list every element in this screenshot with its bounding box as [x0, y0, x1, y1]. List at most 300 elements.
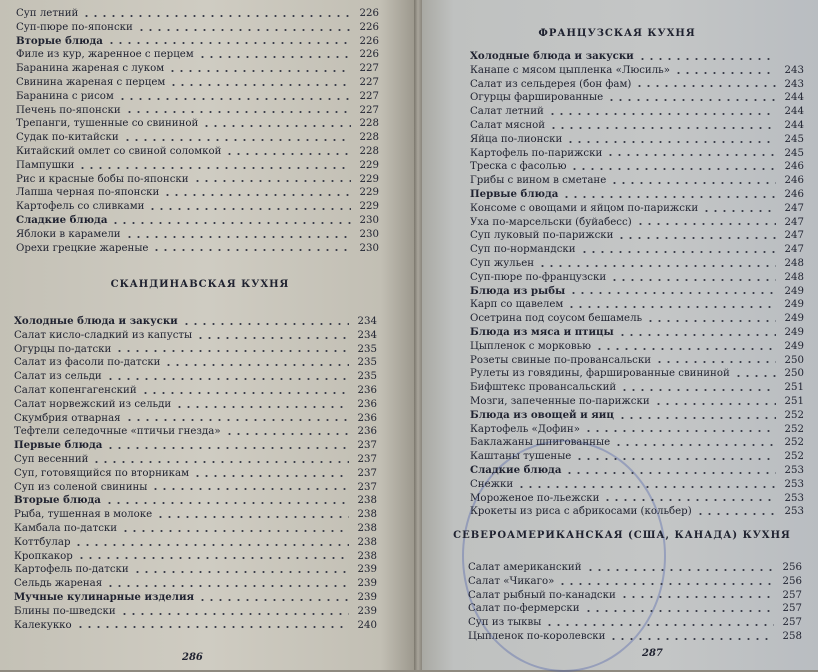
- entry-title: Первые блюда: [470, 187, 559, 200]
- dot-leader: [617, 232, 776, 240]
- entry-page: 236: [357, 412, 377, 424]
- entry-page: 253: [784, 464, 804, 476]
- entry-page: 245: [784, 147, 804, 159]
- entry-title: Суп луковый по-парижски: [470, 230, 614, 242]
- entry-title: Лапша черная по-японски: [16, 187, 160, 199]
- entry-title: Огурцы по-датски: [14, 343, 112, 355]
- dot-leader: [567, 301, 776, 309]
- dot-leader: [106, 373, 349, 381]
- entry-page: 239: [357, 578, 377, 590]
- entry-title: Каштаны тушеные: [470, 451, 572, 463]
- entry-title: Мороженое по-льежски: [470, 492, 600, 504]
- entry-page: 256: [782, 575, 802, 587]
- entry-title: Грибы с вином в сметане: [470, 175, 607, 187]
- page-number: 287: [642, 648, 663, 659]
- toc-entry-row: [470, 119, 804, 133]
- toc-entry-row: [16, 145, 379, 159]
- entry-page: 253: [784, 506, 804, 518]
- entry-page: 251: [784, 395, 804, 407]
- dot-leader: [225, 428, 349, 436]
- toc-entry-row: [16, 7, 379, 21]
- entry-title: Яблоки в карамели: [16, 228, 121, 240]
- entry-page: 230: [359, 214, 379, 226]
- entry-page: 226: [359, 35, 379, 47]
- dot-leader: [570, 163, 776, 171]
- entry-page: 236: [357, 384, 377, 396]
- entry-page: 248: [784, 271, 804, 283]
- toc-entry-row: [470, 174, 804, 188]
- toc-entry-row: [470, 395, 804, 409]
- toc-entry-row: [16, 117, 379, 131]
- entry-title: Коттбулар: [14, 536, 71, 548]
- section-heading: СКАНДИНАВСКАЯ КУХНЯ: [110, 279, 290, 290]
- dot-leader: [584, 605, 774, 613]
- entry-page: 249: [784, 326, 804, 338]
- entry-title: Салат «Чикаго»: [468, 575, 555, 587]
- toc-entry-row: [470, 257, 804, 271]
- entry-page: 248: [784, 257, 804, 269]
- toc-entry-row: [14, 619, 377, 633]
- dot-leader: [654, 398, 776, 406]
- toc-entry-row: [16, 186, 379, 200]
- toc-entry-row: [16, 62, 379, 76]
- entry-title: Суп весенний: [14, 453, 89, 465]
- entry-page: 238: [357, 495, 377, 507]
- toc-entry-row: [470, 133, 804, 147]
- entry-page: 246: [784, 188, 804, 200]
- entry-page: 238: [357, 509, 377, 521]
- toc-entry-row: [16, 21, 379, 35]
- entry-title: Салат из сельдерея (бон фам): [470, 78, 632, 90]
- entry-title: Скумбрия отварная: [14, 412, 121, 424]
- entry-title: Китайский омлет со свиной соломкой: [16, 145, 222, 157]
- toc-entry-row: [14, 563, 377, 577]
- entry-page: 247: [784, 230, 804, 242]
- entry-title: Салат копенгагенский: [14, 384, 137, 396]
- dot-leader: [133, 566, 349, 574]
- entry-title: Бифштекс провансальский: [470, 382, 617, 394]
- entry-page: 229: [359, 173, 379, 185]
- dot-leader: [609, 633, 774, 641]
- dot-leader: [152, 244, 351, 252]
- toc-section-row: [470, 409, 804, 423]
- toc-entry-row: [468, 630, 802, 644]
- toc-entry-row: [14, 577, 377, 591]
- toc-entry-row: [470, 243, 804, 257]
- toc-entry-row: [470, 436, 804, 450]
- toc-entry-row: [16, 159, 379, 173]
- dot-leader: [120, 608, 349, 616]
- toc-section-row: [470, 285, 804, 299]
- toc-entry-row: [16, 242, 379, 256]
- dot-leader: [558, 578, 774, 586]
- toc-entry-row: [14, 329, 377, 343]
- entry-title: Салат рыбный по-канадски: [468, 589, 616, 601]
- dot-leader: [595, 343, 776, 351]
- dot-leader: [610, 274, 776, 282]
- entry-title: Сладкие блюда: [470, 463, 562, 476]
- entry-title: Цыпленок с морковью: [470, 340, 591, 352]
- dot-leader: [638, 53, 776, 61]
- toc-entry-row: [468, 575, 802, 589]
- toc-entry-row: [470, 367, 804, 381]
- entry-page: 250: [784, 354, 804, 366]
- toc-entry-row: [14, 343, 377, 357]
- entry-title: Уха по-марсельски (буйабесс): [470, 216, 632, 228]
- dot-leader: [635, 80, 776, 88]
- entry-title: Розеты свиные по-провансальски: [470, 354, 652, 366]
- dot-leader: [125, 414, 349, 422]
- entry-title: Первые блюда: [14, 439, 103, 452]
- entry-page: 256: [782, 562, 802, 573]
- toc-section-row: [470, 326, 804, 340]
- toc-entry-row: [470, 271, 804, 285]
- entry-page: 250: [784, 368, 804, 380]
- dot-leader: [620, 591, 774, 599]
- entry-title: Баранина с рисом: [16, 90, 114, 102]
- section-heading: СЕВЕРОАМЕРИКАНСКАЯ (США, КАНАДА) КУХНЯ: [453, 530, 791, 541]
- entry-page: 243: [784, 78, 804, 90]
- entry-page: 235: [357, 371, 377, 383]
- entry-title: Рулеты из говядины, фаршированные свининой: [470, 368, 730, 380]
- toc-entry-row: [14, 481, 377, 495]
- toc-entry-row: [470, 147, 804, 161]
- dot-leader: [225, 148, 351, 156]
- entry-title: Сельдь жареная: [14, 578, 103, 590]
- entry-title: Вторые блюда: [16, 34, 103, 47]
- entry-page: 227: [359, 63, 379, 75]
- entry-title: Холодные блюда и закуски: [470, 50, 634, 62]
- entry-page: 253: [784, 492, 804, 504]
- toc-entry-row: [470, 78, 804, 92]
- entry-title: Салат кисло-сладкий из капусты: [14, 329, 193, 341]
- dot-leader: [614, 439, 776, 447]
- entry-page: 228: [359, 132, 379, 144]
- dot-leader: [198, 594, 349, 602]
- toc-entry-row: [470, 229, 804, 243]
- entry-page: 238: [357, 536, 377, 548]
- toc-entry-row: [470, 202, 804, 216]
- toc-entry-row: [16, 90, 379, 104]
- toc-entry-row: [14, 356, 377, 370]
- toc-entry-row: [14, 453, 377, 467]
- toc-section-row: [14, 591, 377, 605]
- entry-title: Блины по-шведски: [14, 605, 116, 617]
- entry-page: 230: [359, 228, 379, 240]
- toc-entry-row: [16, 228, 379, 242]
- toc-section-row: [14, 439, 377, 453]
- toc-entry-row: [468, 589, 802, 603]
- dot-leader: [151, 483, 349, 491]
- dot-leader: [549, 122, 776, 130]
- entry-title: Баклажаны шпигованные: [470, 437, 611, 449]
- entry-title: Орехи грецкие жареные: [16, 242, 149, 254]
- toc-entry-row: [470, 492, 804, 506]
- entry-title: Суп-пюре по-французски: [470, 271, 607, 283]
- entry-page: 257: [782, 603, 802, 615]
- dot-leader: [175, 401, 349, 409]
- book-gutter: [414, 0, 422, 670]
- toc-entry-row: [14, 425, 377, 439]
- entry-title: Консоме с овощами и яйцом по-парижски: [470, 202, 699, 214]
- toc-entry-row: [470, 105, 804, 119]
- entry-page: 252: [784, 437, 804, 449]
- entry-title: Картофель по-датски: [14, 564, 129, 576]
- entry-page: 247: [784, 244, 804, 256]
- right-page: [422, 0, 818, 670]
- entry-page: 238: [357, 550, 377, 562]
- entry-page: 258: [782, 630, 802, 642]
- dot-leader: [636, 218, 776, 226]
- dot-leader: [193, 175, 351, 183]
- dot-leader: [603, 494, 776, 502]
- entry-page: 247: [784, 202, 804, 214]
- dot-leader: [76, 621, 349, 629]
- dot-leader: [610, 177, 776, 185]
- dot-leader: [92, 456, 349, 464]
- entry-page: 257: [782, 589, 802, 601]
- toc-entry-row: [470, 91, 804, 105]
- toc-section-row: [470, 50, 804, 64]
- entry-page: 227: [359, 76, 379, 88]
- entry-title: Вторые блюда: [14, 494, 101, 507]
- dot-leader: [193, 470, 349, 478]
- toc-entry-row: [14, 508, 377, 522]
- toc-entry-row: [14, 522, 377, 536]
- entry-title: Суп жульен: [470, 257, 535, 269]
- dot-leader: [618, 329, 776, 337]
- toc-entry-row: [468, 561, 802, 575]
- dot-leader: [655, 356, 776, 364]
- dot-leader: [620, 384, 776, 392]
- entry-title: Суп, готовящийся по вторникам: [14, 467, 190, 479]
- entry-title: Трепанги, тушенные со свининой: [16, 118, 199, 130]
- entry-page: 226: [359, 8, 379, 19]
- dot-leader: [74, 539, 349, 547]
- entry-title: Карп со щавелем: [470, 299, 564, 311]
- entry-title: Салат американский: [468, 562, 582, 573]
- dot-leader: [517, 481, 776, 489]
- toc-entry-row: [14, 467, 377, 481]
- entry-page: 243: [784, 64, 804, 76]
- entry-page: 239: [357, 591, 377, 603]
- entry-page: 229: [359, 159, 379, 171]
- toc-section-row: [470, 188, 804, 202]
- entry-page: 252: [784, 423, 804, 435]
- dot-leader: [196, 332, 349, 340]
- toc-list: [16, 7, 379, 255]
- entry-page: 237: [357, 453, 377, 465]
- dot-leader: [545, 619, 774, 627]
- entry-title: Блюда из рыбы: [470, 284, 566, 297]
- entry-page: 237: [357, 467, 377, 479]
- entry-title: Салат из фасоли по-датски: [14, 357, 161, 369]
- toc-entry-row: [470, 298, 804, 312]
- entry-page: 246: [784, 161, 804, 173]
- entry-title: Яйца по-лионски: [470, 133, 563, 145]
- entry-title: Крокеты из риса с абрикосами (кольбер): [470, 506, 692, 518]
- dot-leader: [168, 65, 351, 73]
- entry-title: Тефтели селедочные «птичьи гнезда»: [14, 426, 221, 438]
- entry-title: Судак по-китайски: [16, 132, 119, 144]
- entry-page: 257: [782, 617, 802, 629]
- entry-page: 239: [357, 564, 377, 576]
- entry-title: Блюда из овощей и яиц: [470, 408, 614, 421]
- toc-entry-row: [14, 370, 377, 384]
- entry-title: Свинина жареная с перцем: [16, 76, 166, 88]
- page-number: 286: [182, 652, 203, 663]
- entry-title: Суп из соленой свинины: [14, 481, 148, 493]
- entry-page: 227: [359, 90, 379, 102]
- dot-leader: [105, 497, 349, 505]
- dot-leader: [125, 106, 351, 114]
- entry-page: 236: [357, 398, 377, 410]
- dot-leader: [137, 24, 351, 32]
- dot-leader: [566, 136, 776, 144]
- entry-title: Салат по-фермерски: [468, 603, 580, 615]
- entry-title: Мозги, запеченные по-парижски: [470, 395, 650, 407]
- toc-section-row: [14, 494, 377, 508]
- toc-entry-row: [468, 602, 802, 616]
- entry-title: Суп-пюре по-японски: [16, 21, 133, 33]
- entry-title: Салат норвежский из сельди: [14, 398, 172, 410]
- entry-page: 229: [359, 201, 379, 213]
- dot-leader: [702, 205, 776, 213]
- entry-page: 244: [784, 92, 804, 104]
- entry-page: 228: [359, 118, 379, 130]
- entry-page: 237: [357, 440, 377, 452]
- toc-list: [470, 50, 804, 519]
- toc-entry-row: [14, 412, 377, 426]
- dot-leader: [674, 67, 776, 75]
- dot-leader: [538, 260, 776, 268]
- dot-leader: [123, 134, 351, 142]
- entry-page: 240: [357, 619, 377, 631]
- section-heading: ФРАНЦУЗСКАЯ КУХНЯ: [538, 28, 696, 39]
- entry-title: Пампушки: [16, 159, 75, 171]
- entry-title: Канапе с мясом цыпленка «Люсиль»: [470, 64, 670, 76]
- toc-entry-row: [14, 384, 377, 398]
- entry-page: 251: [784, 382, 804, 394]
- entry-title: Салат мясной: [470, 119, 546, 131]
- entry-title: Суп летний: [16, 8, 79, 19]
- toc-entry-row: [470, 340, 804, 354]
- entry-page: 229: [359, 187, 379, 199]
- toc-entry-row: [16, 173, 379, 187]
- dot-leader: [586, 564, 774, 572]
- entry-page: 249: [784, 299, 804, 311]
- dot-leader: [148, 203, 351, 211]
- toc-entry-row: [470, 423, 804, 437]
- entry-title: Осетрина под соусом бешамель: [470, 313, 643, 325]
- entry-page: 228: [359, 145, 379, 157]
- dot-leader: [125, 231, 351, 239]
- entry-title: Сладкие блюда: [16, 213, 108, 226]
- dot-leader: [607, 94, 776, 102]
- dot-leader: [202, 120, 351, 128]
- dot-leader: [118, 93, 351, 101]
- entry-page: 249: [784, 313, 804, 325]
- entry-title: Калекукко: [14, 619, 72, 631]
- toc-list: [468, 561, 802, 644]
- toc-entry-row: [470, 160, 804, 174]
- toc-entry-row: [468, 616, 802, 630]
- dot-leader: [121, 525, 349, 533]
- toc-entry-row: [16, 131, 379, 145]
- toc-entry-row: [14, 398, 377, 412]
- entry-page: 236: [357, 426, 377, 438]
- entry-page: 230: [359, 242, 379, 254]
- dot-leader: [696, 508, 776, 516]
- toc-entry-row: [470, 312, 804, 326]
- entry-page: 244: [784, 119, 804, 131]
- dot-leader: [562, 191, 776, 199]
- entry-page: 249: [784, 285, 804, 297]
- dot-leader: [580, 246, 776, 254]
- dot-leader: [115, 345, 349, 353]
- entry-title: Снежки: [470, 478, 514, 490]
- entry-page: 237: [357, 481, 377, 493]
- entry-page: 226: [359, 49, 379, 61]
- toc-entry-row: [470, 381, 804, 395]
- entry-page: 234: [357, 316, 377, 327]
- toc-list: [14, 315, 377, 632]
- entry-title: Суп из тыквы: [468, 617, 542, 629]
- dot-leader: [156, 511, 349, 519]
- entry-page: 245: [784, 133, 804, 145]
- entry-title: Блюда из мяса и птицы: [470, 325, 614, 338]
- dot-leader: [198, 51, 351, 59]
- toc-entry-row: [14, 536, 377, 550]
- dot-leader: [618, 412, 776, 420]
- dot-leader: [107, 37, 351, 45]
- entry-page: 247: [784, 216, 804, 228]
- dot-leader: [111, 217, 351, 225]
- entry-page: 253: [784, 478, 804, 490]
- entry-page: 252: [784, 409, 804, 421]
- entry-title: Картофель по-парижски: [470, 147, 603, 159]
- entry-title: Холодные блюда и закуски: [14, 315, 178, 327]
- entry-title: Рис и красные бобы по-японски: [16, 173, 189, 185]
- entry-title: Треска с фасолью: [470, 161, 567, 173]
- entry-page: 234: [357, 329, 377, 341]
- entry-title: Рыба, тушенная в молоке: [14, 509, 153, 521]
- entry-title: Картофель со сливками: [16, 201, 145, 213]
- entry-title: Картофель «Дофин»: [470, 423, 580, 435]
- dot-leader: [77, 552, 349, 560]
- entry-title: Салат летний: [470, 106, 544, 118]
- toc-entry-row: [470, 216, 804, 230]
- dot-leader: [106, 580, 349, 588]
- toc-section-row: [16, 214, 379, 228]
- entry-page: 227: [359, 104, 379, 116]
- entry-page: 235: [357, 357, 377, 369]
- entry-title: Мучные кулинарные изделия: [14, 590, 195, 603]
- toc-entry-row: [470, 64, 804, 78]
- entry-title: Кропкакор: [14, 550, 73, 562]
- dot-leader: [163, 189, 351, 197]
- entry-page: 238: [357, 522, 377, 534]
- toc-entry-row: [16, 76, 379, 90]
- entry-title: Огурцы фаршированные: [470, 92, 604, 104]
- dot-leader: [584, 425, 776, 433]
- dot-leader: [182, 318, 349, 326]
- toc-section-row: [14, 315, 377, 329]
- entry-title: Печень по-японски: [16, 104, 121, 116]
- dot-leader: [169, 79, 351, 87]
- entry-page: 244: [784, 106, 804, 118]
- toc-entry-row: [16, 104, 379, 118]
